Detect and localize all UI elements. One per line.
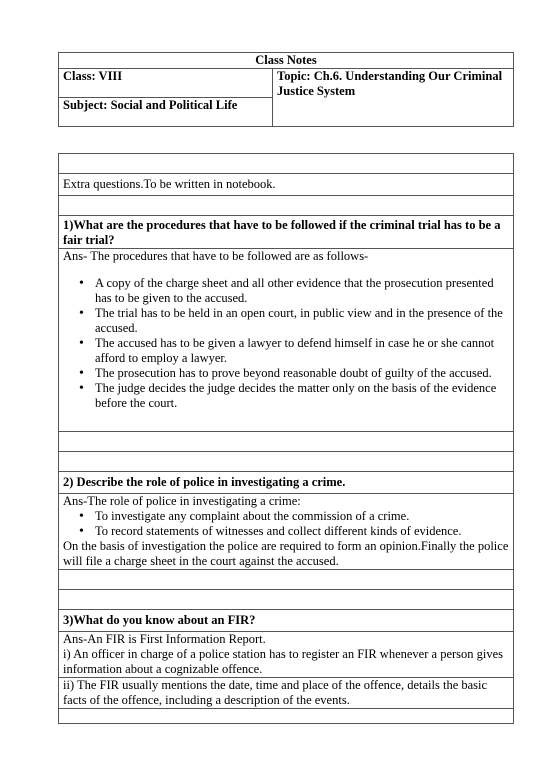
blank-row xyxy=(59,196,514,216)
answer-2-intro: Ans-The role of police in investigating a crime: xyxy=(63,494,301,508)
blank-row xyxy=(59,709,514,724)
subject-cell: Subject: Social and Political Life xyxy=(59,98,273,127)
topic-cell: Topic: Ch.6. Understanding Our Criminal Justice System xyxy=(273,69,514,127)
header-table xyxy=(58,52,514,127)
list-item: • The judge decides the judge decides the matter only on the basis of the evidence before the court. xyxy=(85,381,509,411)
answer-3 xyxy=(59,632,514,678)
list-item: • To investigate any complaint about the commission of a crime. xyxy=(85,509,509,524)
notes-table xyxy=(58,153,514,724)
list-item: • The accused has to be given a lawyer to defend himself in case he or she cannot afford to employ a lawyer. xyxy=(85,336,509,366)
question-3: 3)What do you know about an FIR? xyxy=(59,610,514,632)
class-cell: Class: VIII xyxy=(59,69,273,98)
blank-row xyxy=(59,452,514,472)
blank-row xyxy=(59,432,514,452)
blank-row xyxy=(59,154,514,174)
question-2: 2) Describe the role of police in investigating a crime. xyxy=(59,472,514,494)
answer-1-intro: Ans- The procedures that have to be followed are as follows- xyxy=(63,249,369,263)
list-item: • To record statements of witnesses and collect different kinds of evidence. xyxy=(85,524,509,539)
answer-1-list xyxy=(63,276,509,411)
list-item: • A copy of the charge sheet and all other evidence that the prosecution presented has to be given to the accused. xyxy=(85,276,509,306)
blank-row xyxy=(59,590,514,610)
blank-row xyxy=(59,570,514,590)
answer-2 xyxy=(59,494,514,570)
answer-2-conclusion: On the basis of investigation the police are required to form an opinion.Finally the police will file a charge sheet in the court against the accused. xyxy=(63,539,509,568)
intro-text: Extra questions.To be written in notebook. xyxy=(59,174,514,196)
list-item: • The trial has to be held in an open court, in public view and in the presence of the accused. xyxy=(85,306,509,336)
list-item: • The prosecution has to prove beyond reasonable doubt of guilty of the accused. xyxy=(85,366,509,381)
answer-2-list xyxy=(63,509,509,539)
page-title: Class Notes xyxy=(59,53,514,69)
answer-3-line-1: Ans-An FIR is First Information Report. xyxy=(63,632,266,646)
answer-3-line-3: ii) The FIR usually mentions the date, time and place of the offence, details the basic facts of the offence, including a description of the events. xyxy=(59,678,514,709)
answer-3-line-2: i) An officer in charge of a police station has to register an FIR whenever a person gives information about a cognizable offence. xyxy=(63,647,504,676)
question-1: 1)What are the procedures that have to be followed if the criminal trial has to be a fair trial? xyxy=(59,216,514,249)
answer-1 xyxy=(59,249,514,432)
